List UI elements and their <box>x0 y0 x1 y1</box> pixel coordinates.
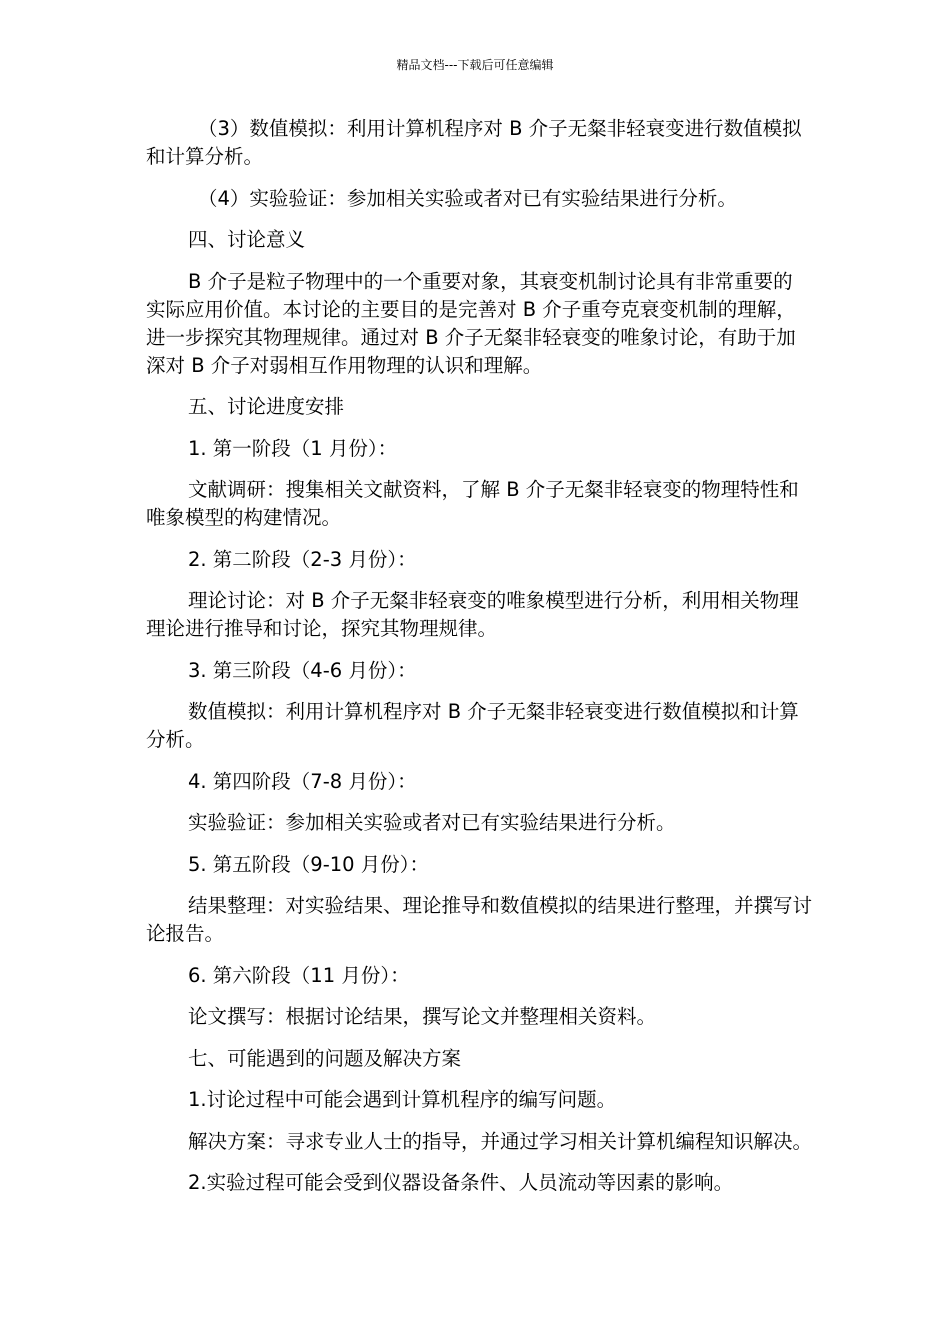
schedule-stage-3-detail: 数值模拟：利用计算机程序对 B 介子无粲非轻衰变进行数值模拟和计算分析。 <box>146 700 799 751</box>
schedule-stage-2-title: 2. 第二阶段（2-3 月份）： <box>188 547 417 571</box>
paragraph-significance: B 介子是粒子物理中的一个重要对象，其衰变机制讨论具有非常重要的实际应用价值。本讨论的主要目的是完善对 B 介子重夸克衰变机制的理解，进一步探究其物理规律。通过对 B 介子无粲非轻衰变的唯象讨论，有助于加深对 B 介子对弱相互作用物理的认识和理解。 <box>146 269 796 377</box>
schedule-stage-3-title: 3. 第三阶段（4-6 月份）： <box>188 658 417 682</box>
section-heading-schedule: 五、讨论进度安排 <box>188 395 345 418</box>
schedule-stage-1-title: 1. 第一阶段（1 月份）： <box>188 436 398 460</box>
schedule-stage-5-title: 5. 第五阶段（9-10 月份）： <box>188 852 430 876</box>
schedule-stage-1-detail: 文献调研：搜集相关文献资料，了解 B 介子无粲非轻衰变的物理特性和唯象模型的构建情况。 <box>146 478 799 529</box>
schedule-stage-6-title: 6. 第六阶段（11 月份）： <box>188 963 410 987</box>
document-body <box>146 115 812 1211</box>
section-heading-significance: 四、讨论意义 <box>188 228 306 251</box>
schedule-stage-5-detail: 结果整理：对实验结果、理论推导和数值模拟的结果进行整理，并撰写讨论报告。 <box>146 894 813 945</box>
schedule-stage-4-title: 4. 第四阶段（7-8 月份）： <box>188 769 417 793</box>
problem-1: 1.讨论过程中可能会遇到计算机程序的编写问题。 <box>188 1088 617 1111</box>
section-heading-problems: 七、可能遇到的问题及解决方案 <box>188 1046 462 1070</box>
schedule-stage-2-detail: 理论讨论：对 B 介子无粲非轻衰变的唯象模型进行分析，利用相关物理理论进行推导和讨论，探究其物理规律。 <box>146 589 799 640</box>
solution-1: 解决方案：寻求专业人士的指导，并通过学习相关计算机编程知识解决。 <box>188 1129 813 1153</box>
paragraph-numerical-simulation: （3）数值模拟：利用计算机程序对 B 介子无粲非轻衰变进行数值模拟和计算分析。 <box>146 117 802 168</box>
schedule-stage-6-detail: 论文撰写：根据讨论结果，撰写论文并整理相关资料。 <box>188 1005 657 1028</box>
schedule-stage-4-detail: 实验验证：参加相关实验或者对已有实验结果进行分析。 <box>188 811 676 834</box>
page-header: 精品文档---下载后可任意编辑 <box>396 58 554 72</box>
problem-2: 2.实验过程可能会受到仪器设备条件、人员流动等因素的影响。 <box>188 1171 734 1194</box>
paragraph-experimental-verification: （4）实验验证：参加相关实验或者对已有实验结果进行分析。 <box>198 186 737 210</box>
